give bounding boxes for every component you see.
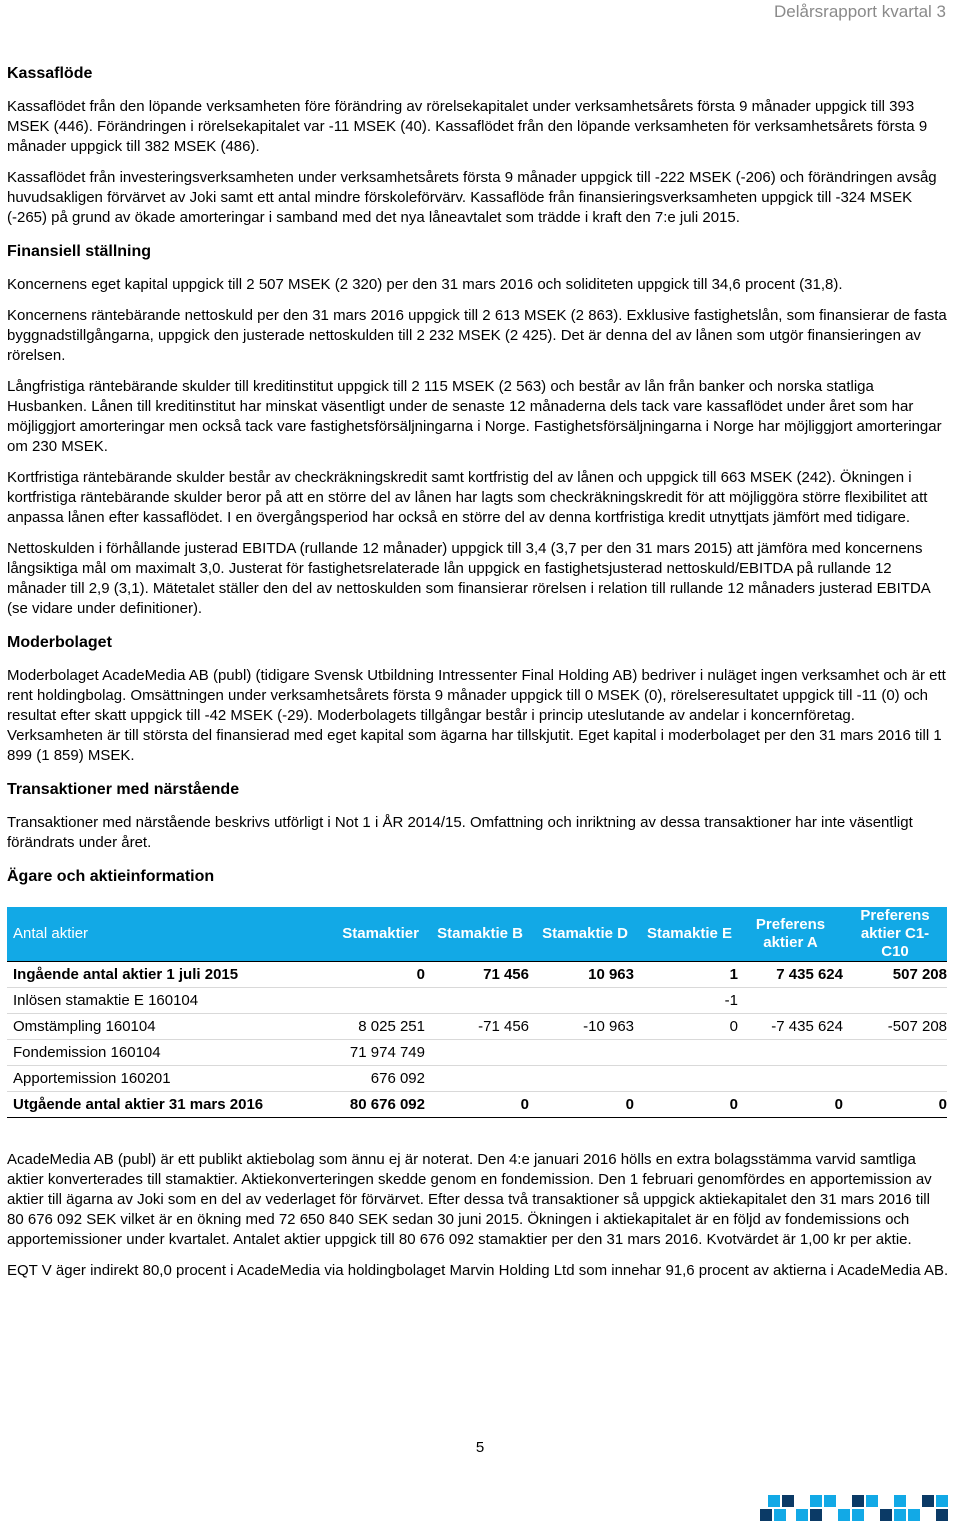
table-cell: -7 435 624 <box>738 1014 843 1040</box>
col-header-antal-aktier: Antal aktier <box>13 925 89 942</box>
page-number: 5 <box>475 1439 485 1456</box>
table-cell <box>529 1040 634 1066</box>
report-title: Delårsrapport kvartal 3 <box>774 2 946 21</box>
paragraph-moderbolaget-1: Moderbolaget AcadeMedia AB (publ) (tidigare Svensk Utbildning Intressenter Final Holding AB) bedriver i nuläget ingen verksamhet och är ett rent holdingbolag. Omsättningen under verksamhetsårets första 9 månader uppgick till 0 MSEK (0), rörelseresultatet uppgick till -11 (0) och resultat efter skatt uppgick till -42 MSEK (-29). Moderbolagets tillgångar består i princip uteslutande av andelar i koncernföretag. Verksamheten är till största del finansierad med eget kapital som ägarna har tillskjutit. Eget kapital i moderbolaget per den 31 mars 2016 till 1 899 (1 859) MSEK. <box>7 667 946 764</box>
paragraph-kassaflode-2: Kassaflödet från investeringsverksamheten under verksamhetsårets första 9 månader uppgick till -222 MSEK (-206) och förändringen avsåg huvudsakligen förvärvet av Joki samt ett antal mindre förskoleförvärv. Kassaflöde från finansieringsverksamheten uppgick till -324 MSEK (-265) på grund av ökade amorteringar i samband med det nya låneavtalet som trädde i kraft den 7:e juli 2015. <box>7 169 937 226</box>
table-cell: 0 <box>634 1014 738 1040</box>
heading-agare: Ägare och aktieinformation <box>7 868 215 885</box>
table-cell <box>738 1040 843 1066</box>
paragraph-finansiell-4: Kortfristiga räntebärande skulder består av checkräkningskredit samt kortfristig del av lånen och uppgick till 663 MSEK (242). Ökningen i kortfristiga räntebärande skulder beror på att en större del av lånen har lagts som checkräkningskredit för att möjliggöra större flexibilitet att anpassa lånen efter kassaflödet. I en övergångsperiod har också en större del av denna kortfristiga kredit utnyttjats jämfört med tidigare. <box>7 469 928 526</box>
table-cell <box>843 1040 947 1066</box>
table-cell: Inlösen stamaktie E 160104 <box>7 988 307 1014</box>
heading-kassaflode: Kassaflöde <box>7 65 93 82</box>
paragraph-kassaflode-1: Kassaflödet från den löpande verksamheten före förändring av rörelsekapitalet under verksamhetsårets första 9 månader uppgick till 393 MSEK (446). Förändringen i rörelsekapitalet var -11 MSEK (40). Kassaflödet från den löpande verksamheten för verksamhetsårets första 9 månader uppgick till 382 MSEK (486). <box>7 98 928 155</box>
share-table <box>7 907 947 1118</box>
table-cell <box>634 1040 738 1066</box>
table-cell: -1 <box>634 988 738 1014</box>
table-cell: Ingående antal aktier 1 juli 2015 <box>7 962 307 988</box>
table-cell: 8 025 251 <box>307 1014 425 1040</box>
table-cell: 0 <box>843 1092 947 1118</box>
heading-transaktioner: Transaktioner med närstående <box>7 781 240 798</box>
table-cell: Utgående antal aktier 31 mars 2016 <box>7 1092 307 1118</box>
col-header-stamaktie-b: Stamaktie B <box>437 925 523 942</box>
table-row <box>7 1014 947 1040</box>
heading-finansiell-stallning: Finansiell ställning <box>7 243 152 260</box>
paragraph-finansiell-3: Långfristiga räntebärande skulder till kreditinstitut uppgick till 2 115 MSEK (2 563) och består av lån från banker och norska statliga Husbanken. Lånen till kreditinstitut har minskat väsentligt under de senaste 12 månaderna dels tack vare kassaflödet under året som har möjliggjort amorteringar men också tack vare fastighetsförsäljningarna i Norge. Fastighetsförsäljningarna i Norge har möjliggjort amorteringar om 230 MSEK. <box>7 378 942 455</box>
col-header-stamaktie-e: Stamaktie E <box>646 925 732 942</box>
paragraph-finansiell-1: Koncernens eget kapital uppgick till 2 507 MSEK (2 320) per den 31 mars 2016 och soliditeten uppgick till 34,6 procent (31,8). <box>7 276 843 293</box>
table-cell <box>634 1066 738 1092</box>
table-cell <box>307 988 425 1014</box>
table-cell <box>425 1066 529 1092</box>
paragraph-agare-2: EQT V äger indirekt 80,0 procent i AcadeMedia via holdingbolaget Marvin Holding Ltd som innehar 91,6 procent av aktierna i AcadeMedia AB. <box>7 1262 949 1279</box>
table-cell <box>529 1066 634 1092</box>
table-cell: 507 208 <box>843 962 947 988</box>
table-row <box>7 1092 947 1118</box>
table-cell: -10 963 <box>529 1014 634 1040</box>
table-row <box>7 988 947 1014</box>
table-row <box>7 962 947 988</box>
table-cell: 0 <box>529 1092 634 1118</box>
col-header-stamaktie-d: Stamaktie D <box>542 925 628 942</box>
table-cell: 676 092 <box>307 1066 425 1092</box>
table-cell: 10 963 <box>529 962 634 988</box>
col-header-stamaktier: Stamaktier <box>342 925 419 942</box>
table-cell <box>738 1066 843 1092</box>
paragraph-finansiell-5: Nettoskulden i förhållande justerad EBITDA (rullande 12 månader) uppgick till 3,4 (3,7 per den 31 mars 2015) att jämföra med koncernens långsiktiga mål om maximalt 3,0. Justerat för fastighetsrelaterade lån uppgick en fastighetsjusterad nettoskuld/EBITDA på rullande 12 månader till 2,9 (3,1). Mätetalet ställer den del av nettoskulden som finansierar rörelsen i relation till rullande 12 månaders justerad EBITDA (se vidare under definitioner). <box>7 540 930 617</box>
share-table-header-row <box>7 907 947 962</box>
table-cell: 0 <box>738 1092 843 1118</box>
academedia-logo-icon <box>760 1495 956 1523</box>
table-cell <box>843 988 947 1014</box>
col-header-preferens-c: Preferens aktier C1-C10 <box>860 907 930 960</box>
table-cell: 71 456 <box>425 962 529 988</box>
table-cell: -507 208 <box>843 1014 947 1040</box>
table-cell: Omstämpling 160104 <box>7 1014 307 1040</box>
paragraph-agare-1: AcadeMedia AB (publ) är ett publikt aktiebolag som ännu ej är noterat. Den 4:e januari 2016 hölls en extra bolagsstämma varvid samtliga aktier konverterades till stamaktier. Aktiekonverteringen skedde genom en fondemission. Den 1 februari genomfördes en apportemission av aktier till ägarna av Joki som en del av vederlaget för förvärvet. Efter dessa två transaktioner så uppgick aktiekapitalet den 31 mars 2016 till 80 676 092 SEK vilket är en ökning med 72 650 840 SEK sedan 30 juni 2015. Ökningen i aktiekapitalet är en följd av fondemissions och apportemissioner under kvartalet. Antalet aktier uppgick till 80 676 092 stamaktier per den 31 mars 2016. Kvotvärdet är 1,00 kr per aktie. <box>7 1151 932 1248</box>
table-cell: 0 <box>307 962 425 988</box>
table-row <box>7 1040 947 1066</box>
paragraph-finansiell-2: Koncernens räntebärande nettoskuld per den 31 mars 2016 uppgick till 2 613 MSEK (2 863). Exklusive fastighetslån, som finansierar de fasta byggnadstillgångarna, uppgick den justerade nettoskulden till 2 232 MSEK (2 425). Det är denna del av lånen som utgör finansieringen av rörelsen. <box>7 307 947 364</box>
table-cell: -71 456 <box>425 1014 529 1040</box>
table-cell: Apportemission 160201 <box>7 1066 307 1092</box>
table-cell <box>738 988 843 1014</box>
table-cell <box>529 988 634 1014</box>
table-cell: 0 <box>634 1092 738 1118</box>
table-cell <box>843 1066 947 1092</box>
table-cell: 7 435 624 <box>738 962 843 988</box>
table-cell: Fondemission 160104 <box>7 1040 307 1066</box>
table-cell: 0 <box>425 1092 529 1118</box>
table-row <box>7 1066 947 1092</box>
heading-moderbolaget: Moderbolaget <box>7 634 112 651</box>
table-cell <box>425 1040 529 1066</box>
page-content <box>7 64 949 1281</box>
table-cell: 71 974 749 <box>307 1040 425 1066</box>
table-cell <box>425 988 529 1014</box>
table-cell: 80 676 092 <box>307 1092 425 1118</box>
col-header-preferens-a: Preferens aktier A <box>755 916 826 951</box>
table-cell: 1 <box>634 962 738 988</box>
paragraph-transaktioner-1: Transaktioner med närstående beskrivs utförligt i Not 1 i ÅR 2014/15. Omfattning och inriktning av dessa transaktioner har inte väsentligt förändrats under året. <box>7 814 913 851</box>
